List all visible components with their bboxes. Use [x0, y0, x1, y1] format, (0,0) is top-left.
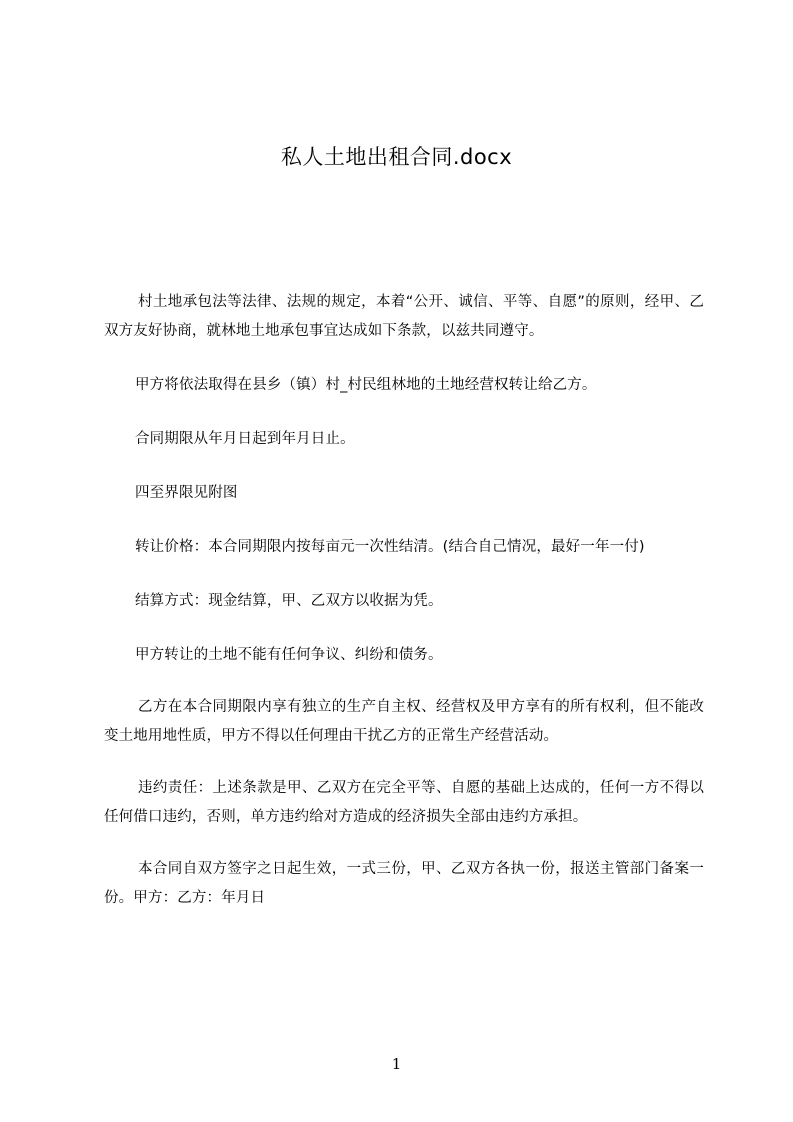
page-number: 1 — [391, 1055, 402, 1073]
paragraph-party-b-rights: 乙方在本合同期限内享有独立的生产自主权、经营权及甲方享有的所有权利，但不能改变土地用地性质，甲方不得以任何理由干扰乙方的正常生产经营活动。 — [104, 699, 704, 744]
paragraph-contract-term: 合同期限从年月日起到年月日止。 — [135, 431, 355, 447]
paragraph-boundaries: 四至界限见附图 — [135, 485, 238, 501]
paragraph-land-transfer: 甲方将依法取得在县乡（镇）村_村民组林地的土地经营权转让给乙方。 — [135, 377, 597, 393]
paragraph-no-disputes: 甲方转让的土地不能有任何争议、纠纷和债务。 — [135, 647, 443, 663]
paragraph-effect-signatures: 本合同自双方签字之日起生效，一式三份，甲、乙双方各执一份，报送主管部门备案一份。甲方：乙方：年月日 — [104, 861, 704, 906]
document-title: 私人土地出租合同.docx — [280, 145, 513, 169]
paragraph-preamble: 村土地承包法等法律、法规的规定，本着“公开、诚信、平等、自愿”的原则，经甲、乙双方友好协商，就林地土地承包事宜达成如下条款，以兹共同遵守。 — [104, 294, 704, 339]
paragraph-transfer-price: 转让价格：本合同期限内按每亩元一次性结清。(结合自己情况，最好一年一付) — [135, 539, 645, 555]
paragraph-settlement: 结算方式：现金结算，甲、乙双方以收据为凭。 — [135, 593, 443, 609]
paragraph-liability: 违约责任：上述条款是甲、乙双方在完全平等、自愿的基础上达成的，任何一方不得以任何借口违约，否则，单方违约给对方造成的经济损失全部由违约方承担。 — [104, 780, 704, 825]
document-body — [104, 288, 704, 913]
